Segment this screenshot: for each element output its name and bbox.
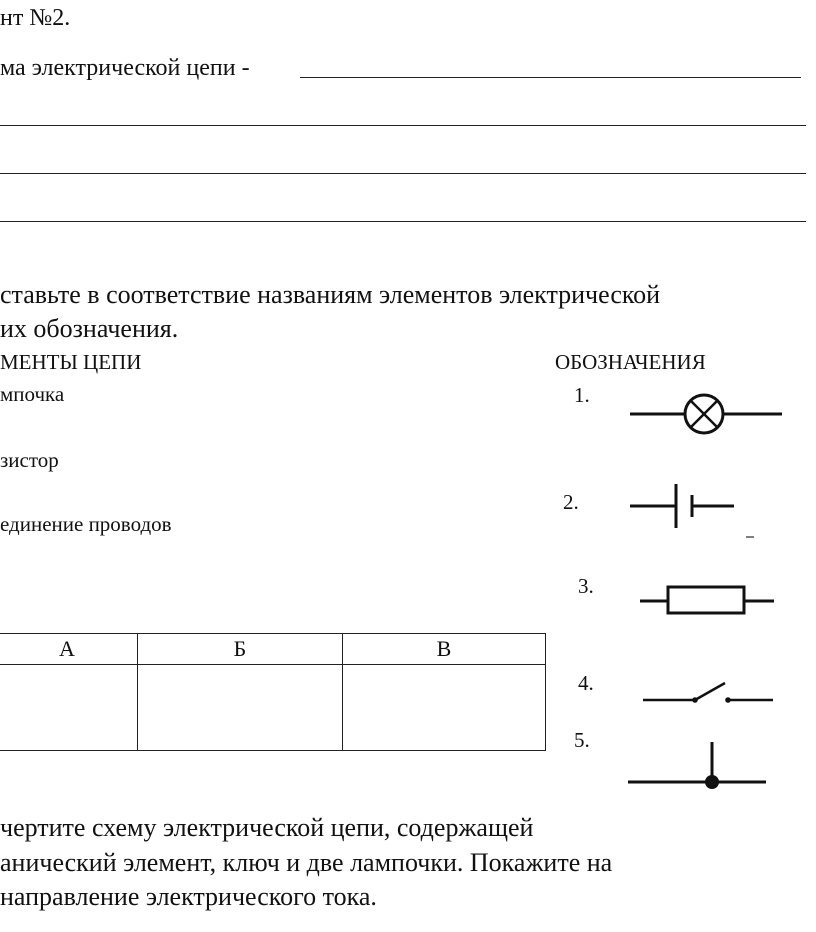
wire-junction-icon (628, 742, 770, 792)
symbol-number: 2. (563, 490, 579, 514)
variant-title: нт №2. (0, 5, 71, 31)
answer-cell[interactable] (0, 665, 138, 751)
task3-line2: анический элемент, ключ и две лампочки. Покажите на (0, 848, 613, 877)
battery-cell-icon (630, 478, 760, 542)
answer-line (0, 173, 806, 174)
task2-line2: их обозначения. (0, 314, 179, 343)
table-row (0, 665, 546, 751)
answer-line (0, 221, 806, 222)
answer-line (0, 125, 806, 126)
answer-cell[interactable] (343, 665, 546, 751)
element-item: мпочка (0, 382, 65, 406)
symbol-number: 1. (574, 383, 590, 407)
answer-table (0, 633, 546, 751)
element-item: единение проводов (0, 512, 172, 536)
resistor-icon (640, 583, 775, 619)
symbol-number: 5. (574, 728, 590, 752)
elements-column-header: МЕНТЫ ЦЕПИ (0, 350, 142, 374)
symbol-number: 4. (578, 671, 594, 695)
answer-line (300, 77, 801, 78)
symbol-number: 3. (578, 574, 594, 598)
task3-line1: чертите схему электрической цепи, содержащей (0, 813, 534, 842)
switch-icon (643, 676, 778, 712)
table-header-cell: Б (138, 634, 343, 665)
lamp-icon (630, 392, 785, 436)
scheme-definition-label: ма электрической цепи - (0, 55, 250, 81)
table-header-cell: А (0, 634, 138, 665)
answer-cell[interactable] (138, 665, 343, 751)
symbols-column-header: ОБОЗНАЧЕНИЯ (555, 350, 706, 374)
element-item: зистор (0, 448, 59, 472)
task3-line3: направление электрического тока. (0, 882, 377, 911)
task2-line1: ставьте в соответствие названиям элементов электрической (0, 280, 661, 309)
table-header-row (0, 634, 546, 665)
table-header-cell: В (343, 634, 546, 665)
